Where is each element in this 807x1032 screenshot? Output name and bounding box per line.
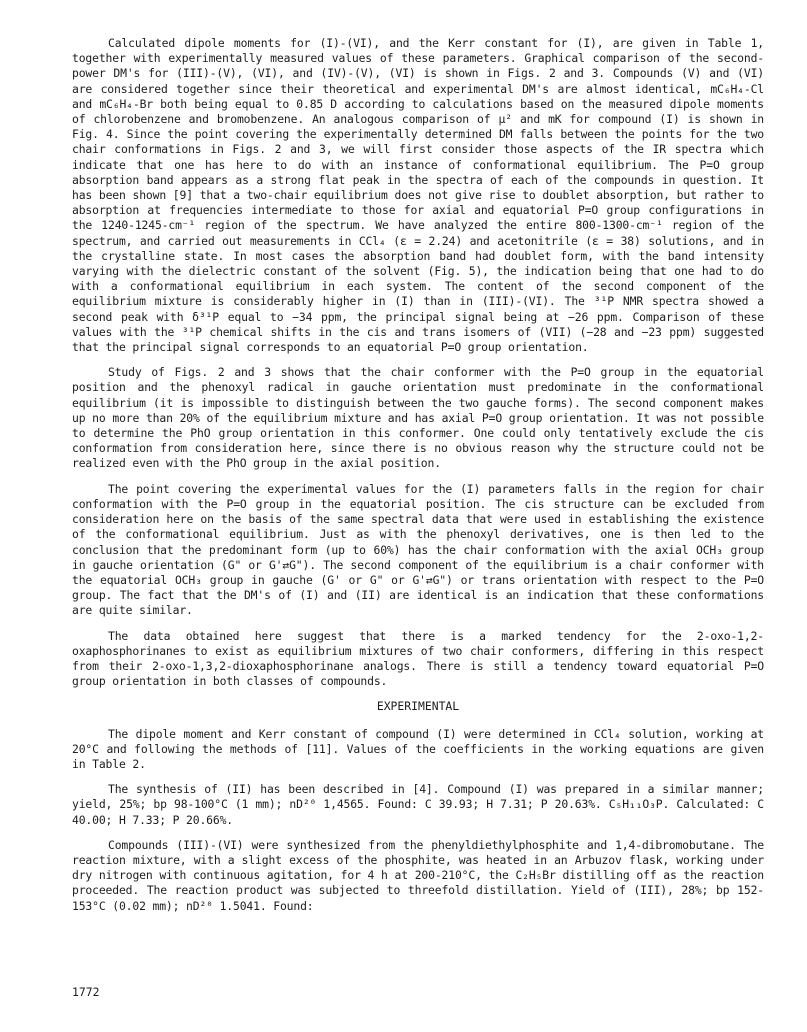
paragraph-compound-i: The point covering the experimental values for the (I) parameters falls in the region for chair conformation with the P=O group in the equatorial position. The cis structure can be excluded from consideration here on the basis of the same spectral data that were used in establishing the existence of the conformational equilibrium. Just as with the phenoxyl derivatives, one is then led to the conclusion that the predominant form (up to 60%) has the chair conformation with the axial OCH₃ group in gauche orientation (G" or G'⇄G"). The second component of the equilibrium is a chair conformer with the equatorial OCH₃ group in gauche (G' or G" or G'⇄G") or trans orientation with respect to the P=O group. The fact that the DM's of (I) and (II) are identical is an indication that these conformations are quite similar.: [72, 481, 764, 618]
page-number: 1772: [72, 985, 100, 999]
paragraph-synthesis-ii: The synthesis of (II) has been described in [4]. Compound (I) was prepared in a similar manner; yield, 25%; bp 98-100°C (1 mm); nD²⁰ 1,4565. Found: C 39.93; H 7.31; P 20.63%. C₅H₁₁O₃P. Calculated: C 40.00; H 7.33; P 20.66%.: [72, 782, 764, 827]
paragraph-conclusion: The data obtained here suggest that there is a marked tendency for the 2-oxo-1,2-oxaphosphorinanes to exist as equilibrium mixtures of two chair conformers, differing in this respect from their 2-oxo-1,3,2-dioxaphosphorinane analogs. There is still a tendency toward equatorial P=O group orientation in both classes of compounds.: [72, 628, 764, 689]
paragraph-dipole-moments: Calculated dipole moments for (I)-(VI), and the Kerr constant for (I), are given in Table 1, together with experimentally measured values of these parameters. Graphical comparison of the second-power DM's for (III)-(V), (VI), and (IV)-(V), (VI) is shown in Figs. 2 and 3. Compounds (V) and (VI) are considered together since their theoretical and experimental DM's are almost identical, mC₆H₄-Cl and mC₆H₄-Br both being equal to 0.85 D according to calculations based on the measured dipole moments of chlorobenzene and bromobenzene. An analogous comparison of μ² and mK for compound (I) is shown in Fig. 4. Since the point covering the experimentally determined DM falls between the points for the two chair conformations in Figs. 2 and 3, we will first consider those aspects of the IR spectra which indicate that one has here to do with an instance of conformational equilibrium. The P=O group absorption band appears as a strong flat peak in the spectra of each of the compounds in question. It has been shown [9] that a two-chair equilibrium does not give rise to doublet absorption, but rather to absorption at frequencies intermediate to those for axial and equatorial P=O group configurations in the 1240-1245-cm⁻¹ region of the spectrum. We have analyzed the entire 800-1300-cm⁻¹ region of the spectrum, and carried out measurements in CCl₄ (ε = 2.24) and acetonitrile (ε = 38) solutions, and in the crystalline state. In most cases the absorption band had doublet form, with the band intensity varying with the dielectric constant of the solvent (Fig. 5), the indication being that one had to do with a conformational equilibrium in each system. The content of the second component of the equilibrium mixture is considerably higher in (I) than in (III)-(VI). The ³¹P NMR spectra showed a second peak with δ³¹P equal to −34 ppm, the principal signal being at −26 ppm. Comparison of these values with the ³¹P chemical shifts in the cis and trans isomers of (VII) (−28 and −23 ppm) suggested that the principal signal corresponds to an equatorial P=O group orientation.: [72, 36, 764, 355]
section-heading-experimental: EXPERIMENTAL: [376, 699, 460, 714]
paragraph-experimental-methods: The dipole moment and Kerr constant of compound (I) were determined in CCl₄ solution, working at 20°C and following the methods of [11]. Values of the coefficients in the working equations are given in Table 2.: [72, 726, 764, 771]
paragraph-chair-conformer: Study of Figs. 2 and 3 shows that the chair conformer with the P=O group in the equatorial position and the phenoxyl radical in gauche orientation must predominate in the conformational equilibrium (it is impossible to distinguish between the two gauche forms). The second component makes up no more than 20% of the equilibrium mixture and has axial P=O group orientation. It was not possible to determine the PhO group orientation in this conformer. One could only tentatively exclude the cis conformation from consideration here, since there is no obvious reason why the structure could not be realized even with the PhO group in the axial position.: [72, 365, 764, 471]
paragraph-synthesis-iii-vi: Compounds (III)-(VI) were synthesized from the phenyldiethylphosphite and 1,4-dibromobutane. The reaction mixture, with a slight excess of the phosphite, was heated in an Arbuzov flask, working under dry nitrogen with continuous agitation, for 4 h at 200-210°C, the C₂H₅Br distilling off as the reaction proceeded. The reaction product was subjected to threefold distillation. Yield of (III), 28%; bp 152-153°C (0.02 mm); nD²⁰ 1.5041. Found:: [72, 837, 764, 913]
page-body: [72, 36, 764, 924]
